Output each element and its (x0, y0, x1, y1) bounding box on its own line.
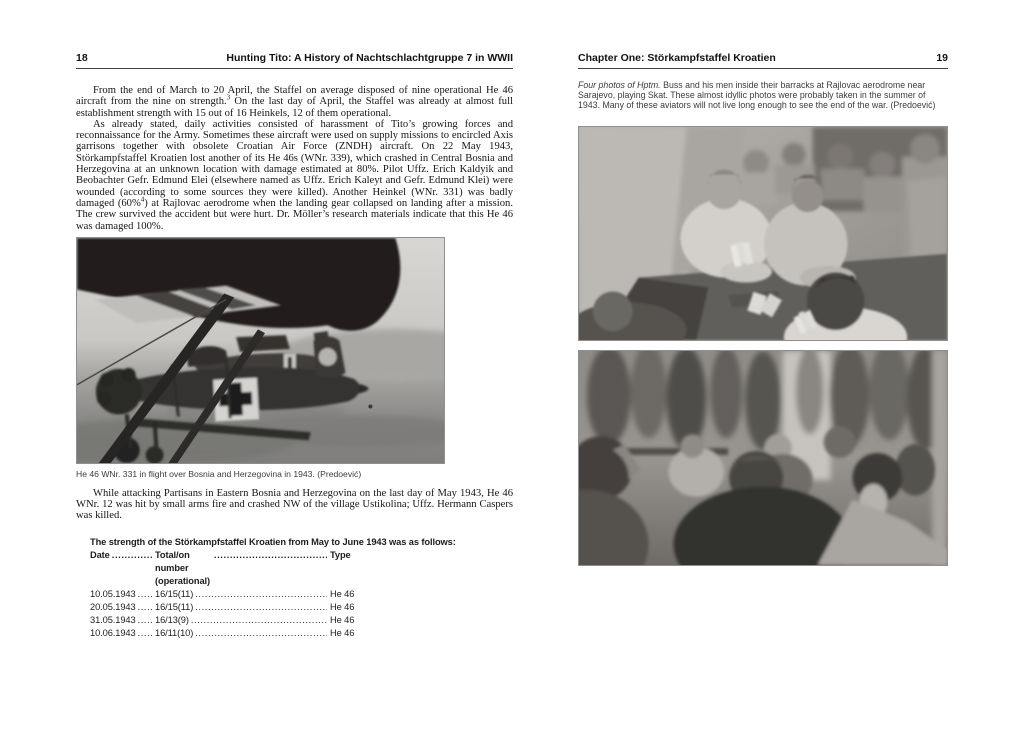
left-page-number: 18 (76, 52, 88, 64)
dot-leader (136, 601, 152, 614)
cell-date: 31.05.1943 (90, 614, 136, 625)
right-photos-caption (578, 81, 948, 110)
cell-total: 16/13(9) (155, 614, 189, 625)
dot-leader (136, 614, 152, 627)
paragraph-1-text: From the end of March to 20 April, the Staffel on average disposed of nine operational He 46 aircraft from the nine on strength. (76, 85, 513, 108)
page-18 (76, 50, 513, 640)
dot-leader (136, 627, 152, 640)
photo-barracks-interior (578, 350, 948, 566)
strength-table (76, 536, 513, 640)
paragraph-1-cont: On the last day of April, the Staffel was already at almost full establishment strength with 15 out of 16 Heinkels, 12 of them operational. (76, 96, 513, 119)
caption-text: Buss and his men inside their barracks at Rajlovac aerodrome near Sarajevo, playing Skat. These almost idyllic photos were probably taken in the summer of 1943. Many of these aviators will not live long enough to see the end of the war. (Predoević) (578, 80, 936, 110)
cell-type: He 46 (330, 588, 355, 599)
dot-leader (136, 588, 152, 601)
dot-leader (110, 549, 152, 562)
col-date-label: Date (90, 549, 110, 560)
left-running-title: Hunting Tito: A History of Nachtschlachtgruppe 7 in WWII (226, 52, 513, 64)
cell-type: He 46 (330, 614, 355, 625)
barracks-photo-illustration (579, 351, 947, 565)
skat-photo-illustration (579, 127, 947, 340)
photo-he46-in-flight (76, 237, 445, 464)
cell-type: He 46 (330, 627, 355, 638)
dot-leader (189, 614, 327, 627)
right-running-head (578, 52, 948, 69)
cell-total: 16/15(11) (155, 588, 194, 599)
footnote-marker-4: 4 (140, 195, 145, 204)
he46-photo-illustration (77, 238, 444, 463)
col-total-label: Total/on number (operational) (155, 549, 210, 586)
cell-date: 10.06.1943 (90, 627, 136, 638)
caption-italic-lead: Four photos of Hptm. (578, 80, 661, 90)
dot-leader (193, 627, 327, 640)
right-page-number: 19 (936, 52, 948, 64)
paragraph-2-text: As already stated, daily activities consisted of harassment of Tito’s growing forces and reconnaissance for the Army. Sometimes these aircraft were used on supply missions to encircled Axis garrisons together with obsolete Croatian Air Force (ZNDH) aircraft. On 22 May 1943, Störkampfstaffel Kroatien lost another of its He 46s (WNr. 339), which crashed in Central Bosnia and Herzegovina at an unknown location with damage estimated at 80%. Pilot Uffz. Erich Kaldyik and Beobachter Gefr. Edmund Elei (elsewhere named as Uffz. Erich Kaleyt and Gefr. Edmund Klei) were wounded (according to some sources they were killed). Another Heinkel (WNr. 331) was badly damaged (60% (76, 118, 513, 209)
strength-table-row (90, 601, 355, 614)
dot-leader (193, 601, 327, 614)
right-running-title: Chapter One: Störkampfstaffel Kroatien (578, 52, 776, 64)
strength-table-row (90, 614, 355, 627)
page-19 (578, 50, 948, 566)
paragraph-2-cont: ) at Rajlovac aerodrome when the landing gear collapsed on landing after a mission. The crew survived the accident but were hurt. Dr. Möller’s research materials indicate that this He 46 was damaged 100%. (76, 197, 513, 232)
strength-table-header-row (90, 549, 351, 588)
col-type-label: Type (330, 549, 351, 560)
dot-leader (212, 549, 327, 562)
strength-table-row (90, 627, 355, 640)
cell-total: 16/11(10) (155, 627, 194, 638)
dot-leader (193, 588, 327, 601)
figure-he46-flight (76, 237, 513, 479)
paragraph-3: While attacking Partisans in Eastern Bosnia and Herzegovina on the last day of May 1943, He 46 WNr. 12 was hit by small arms fire and crashed NW of the village Ustikolina; Uffz. Hermann Caspers was killed. (76, 487, 513, 522)
paragraph-2 (76, 119, 513, 232)
cell-type: He 46 (330, 601, 355, 612)
footnote-marker-3: 3 (226, 93, 231, 102)
paragraph-1 (76, 85, 513, 119)
left-photo-caption: He 46 WNr. 331 in flight over Bosnia and Herzegovina in 1943. (Predoević) (76, 468, 362, 479)
photo-skat-game (578, 126, 948, 341)
left-running-head (76, 52, 513, 69)
cell-date: 20.05.1943 (90, 601, 136, 612)
strength-table-title: The strength of the Störkampfstaffel Kroatien from May to June 1943 was as follows: (90, 536, 456, 547)
cell-date: 10.05.1943 (90, 588, 136, 599)
strength-table-row (90, 588, 355, 601)
cell-total: 16/15(11) (155, 601, 194, 612)
